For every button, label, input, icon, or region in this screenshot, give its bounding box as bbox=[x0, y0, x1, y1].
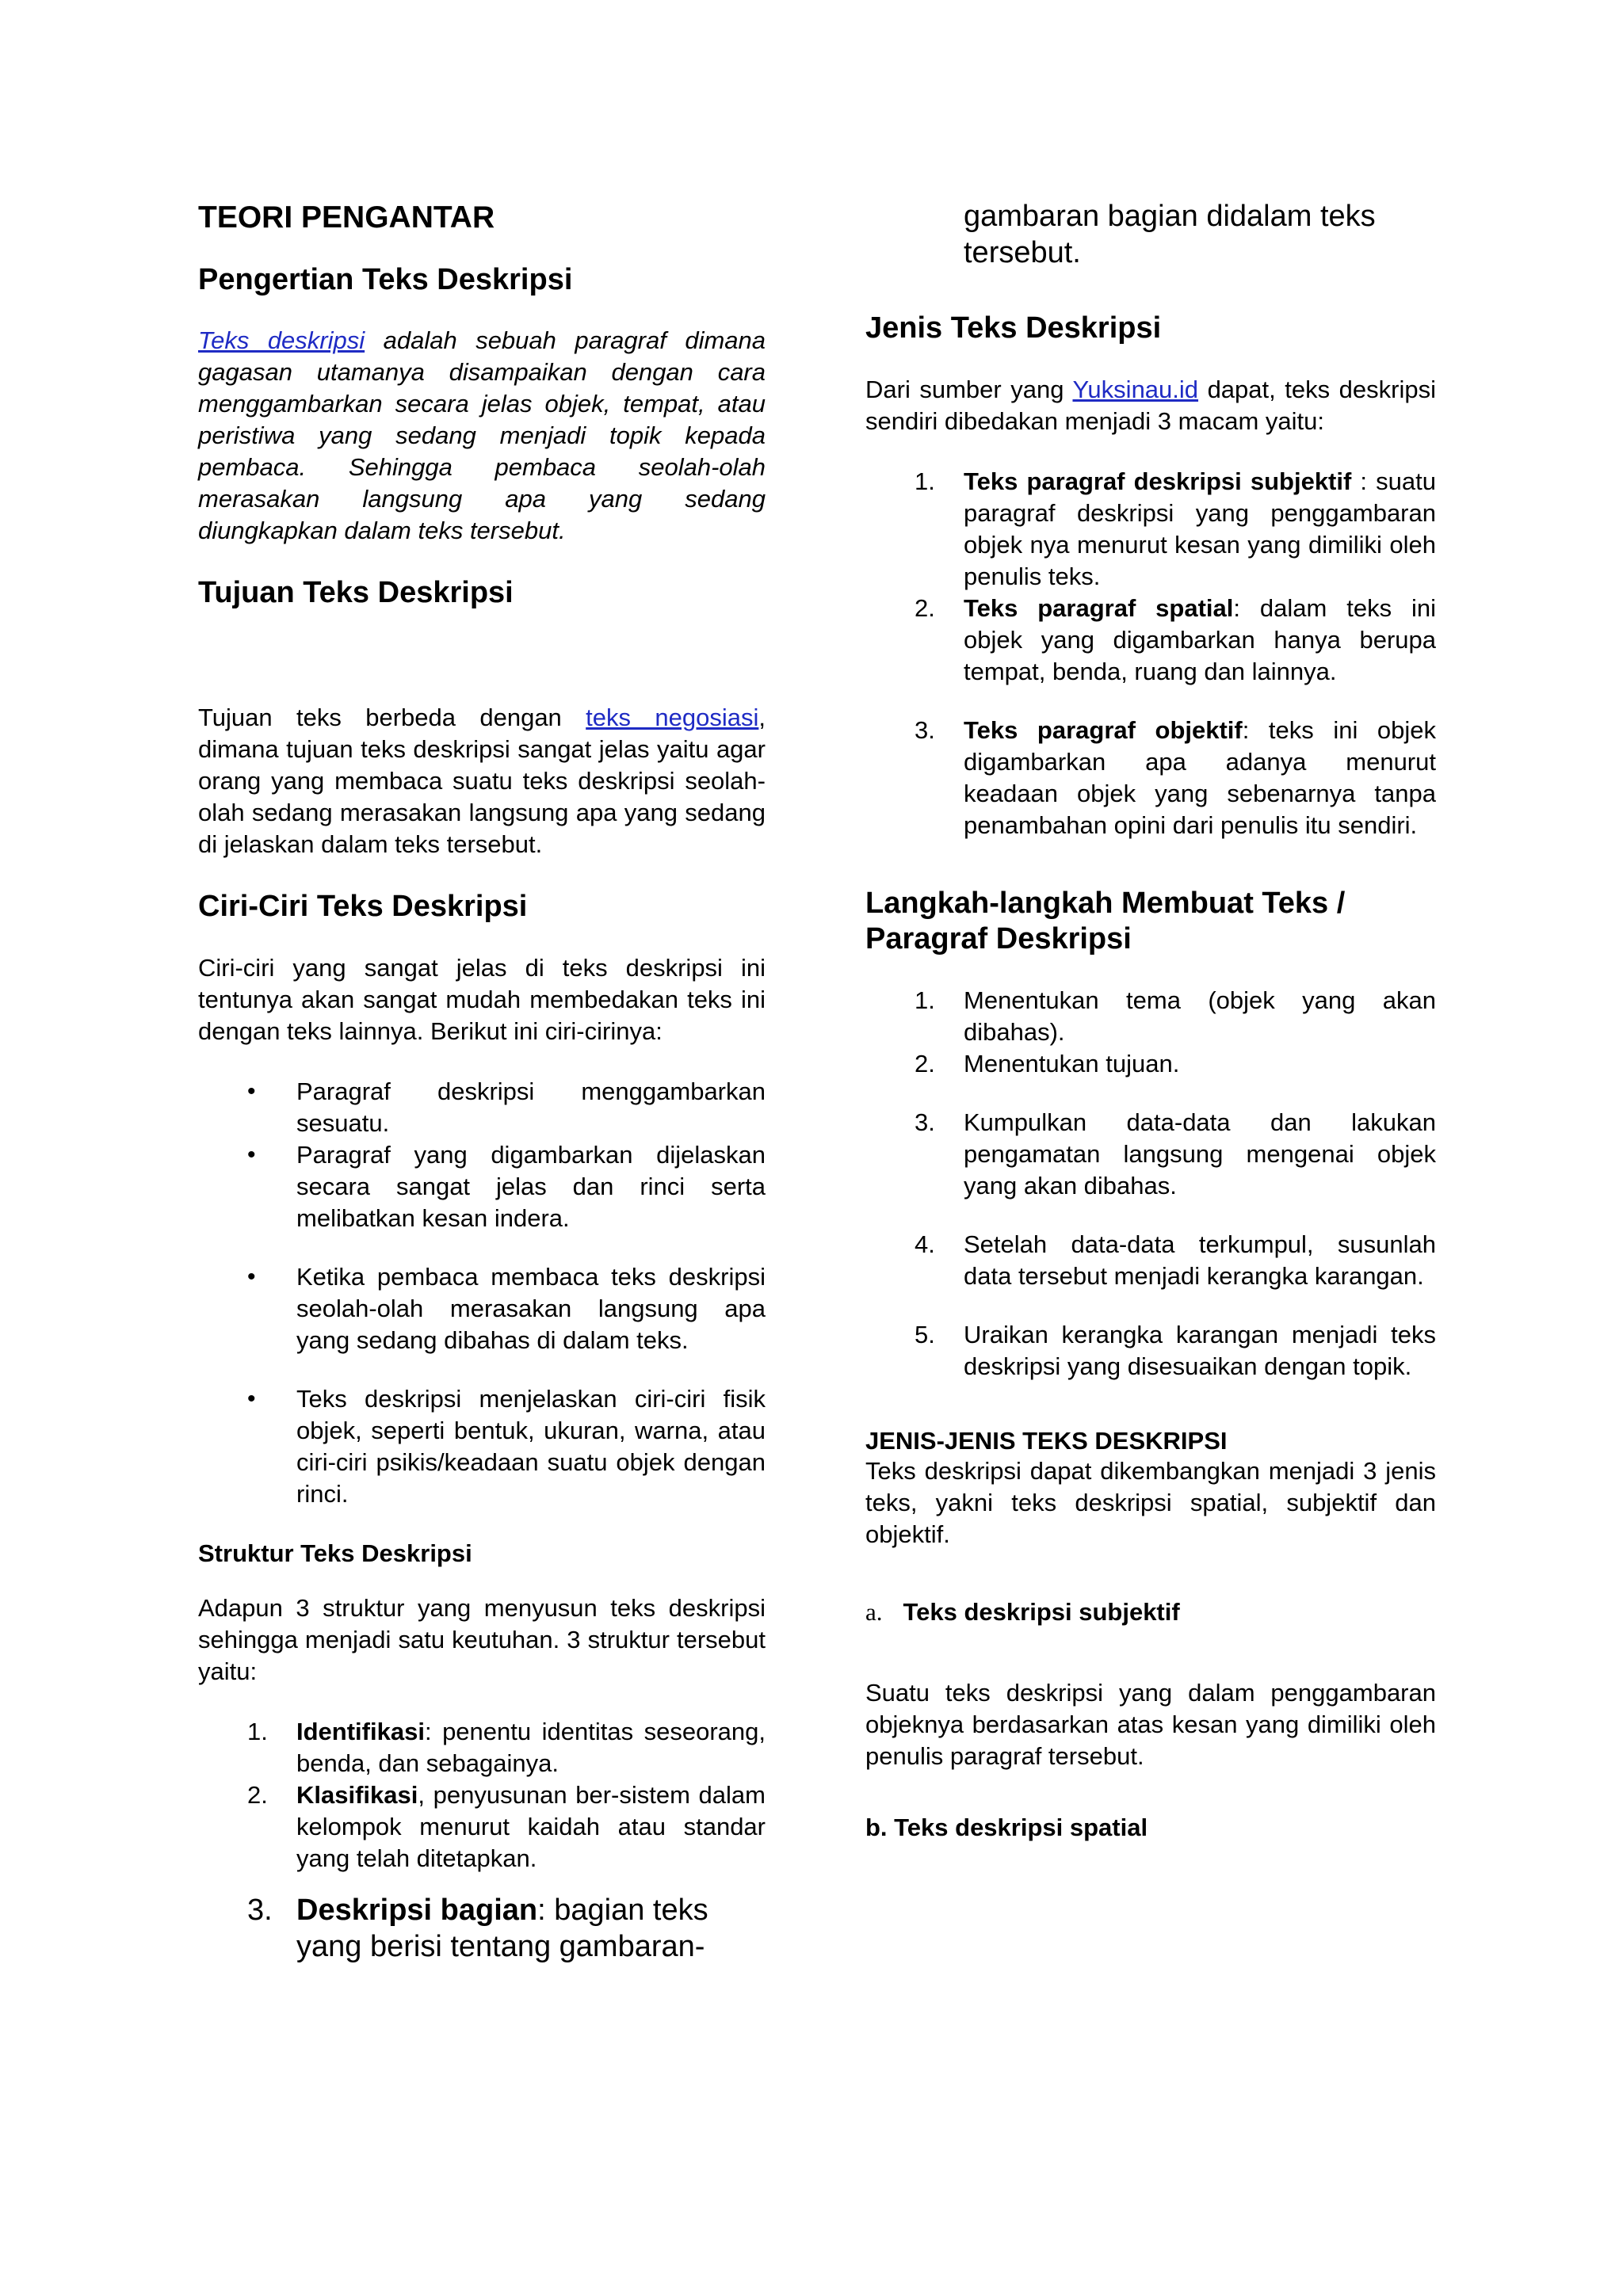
right-column bbox=[865, 198, 1436, 1877]
list-item-text: Paragraf deskripsi menggambarkan sesuatu. bbox=[296, 1077, 766, 1137]
list-number: 5. bbox=[915, 1320, 935, 1348]
list-item bbox=[198, 1076, 766, 1139]
list-text: Menentukan tujuan. bbox=[964, 1049, 1180, 1077]
pengertian-text: adalah sebuah paragraf dimana gagasan utamanya disampaikan dengan cara menggambarkan secara jelas objek, tempat, atau peristiwa yang sedang menjadi topik kepada pembaca. Sehingga pembaca seolah-olah merasakan langsung apa yang sedang diungkapkan dalam teks tersebut. bbox=[198, 326, 766, 545]
page-title: TEORI PENGANTAR bbox=[198, 200, 495, 235]
list-term: Klasifikasi bbox=[296, 1781, 418, 1810]
list-item bbox=[865, 466, 1436, 593]
bullet: • bbox=[247, 1077, 256, 1104]
tujuan-text-2: , dimana tujuan teks deskripsi sangat jelas yaitu agar orang yang membaca suatu teks deskripsi seolah-olah sedang merasakan langsung apa yang sedang di jelaskan dalam teks tersebut. bbox=[198, 703, 766, 858]
list-number: 1. bbox=[247, 1718, 268, 1746]
jenis-text-1: Dari sumber yang bbox=[865, 375, 1073, 403]
tujuan-text-1: Tujuan teks berbeda dengan bbox=[198, 703, 586, 731]
sub-title: Teks deskripsi subjektif bbox=[903, 1597, 1180, 1626]
list-text: Kumpulkan data-data dan lakukan pengamatan langsung mengenai objek yang akan dibahas. bbox=[964, 1108, 1436, 1199]
left-column bbox=[198, 190, 766, 1993]
link-teks-deskripsi[interactable]: Teks deskripsi bbox=[198, 326, 365, 355]
list-item bbox=[865, 1048, 1436, 1080]
paragraph-tujuan bbox=[198, 702, 766, 860]
list-item bbox=[198, 1139, 766, 1234]
list-desc: : dalam teks ini objek yang digambarkan hanya berupa tempat, benda, ruang dan lainnya. bbox=[964, 593, 1436, 685]
paragraph-pengertian bbox=[198, 325, 766, 547]
list-item-text: Paragraf yang digambarkan dijelaskan secara sangat jelas dan rinci serta melibatkan kesan indera. bbox=[296, 1140, 766, 1232]
list-item bbox=[865, 1229, 1436, 1292]
list-number: 2. bbox=[915, 593, 935, 622]
list-desc: , penyusunan ber-sistem dalam kelompok menurut kaidah atau standar yang telah ditetapkan. bbox=[296, 1781, 766, 1873]
list-number: 1. bbox=[915, 986, 935, 1014]
list-number: 4. bbox=[915, 1230, 935, 1258]
list-item bbox=[865, 593, 1436, 688]
list-desc: : teks ini objek digambarkan apa adanya menurut keadaan objek yang sebenarnya tanpa penambahan opini dari penulis itu sendiri. bbox=[964, 715, 1437, 839]
list-number: 1. bbox=[915, 467, 935, 495]
paragraph-ciri-intro: Ciri-ciri yang sangat jelas di teks deskripsi ini tentunya akan sangat mudah membedakan teks ini dengan teks lainnya. Berikut ini ciri-cirinya: bbox=[198, 953, 766, 1045]
list-number: 3. bbox=[915, 1108, 935, 1136]
heading-struktur: Struktur Teks Deskripsi bbox=[198, 1539, 472, 1567]
subheading-b: b. Teks deskripsi spatial bbox=[865, 1813, 1148, 1841]
ciri-list bbox=[198, 1076, 766, 1510]
list-item bbox=[198, 1383, 766, 1510]
list-number: 3. bbox=[915, 715, 935, 744]
list-item-text: Teks deskripsi menjelaskan ciri-ciri fisik objek, seperti bentuk, ukuran, warna, atau ciri-ciri psikis/keadaan suatu objek dengan rinci. bbox=[296, 1384, 766, 1508]
link-yuksinau[interactable]: Yuksinau.id bbox=[1072, 375, 1199, 403]
list-number: 2. bbox=[915, 1049, 935, 1077]
heading-ciri-ciri: Ciri-Ciri Teks Deskripsi bbox=[198, 889, 528, 923]
list-text: Uraikan kerangka karangan menjadi teks deskripsi yang disesuaikan dengan topik. bbox=[964, 1320, 1436, 1380]
continued-text: gambaran bagian didalam teks tersebut. bbox=[964, 200, 1376, 269]
list-item bbox=[865, 1319, 1436, 1383]
list-item bbox=[865, 715, 1436, 841]
paragraph-jenis-jenis: Teks deskripsi dapat dikembangkan menjadi 3 jenis teks, yakni teks deskripsi spatial, subjektif dan objektif. bbox=[865, 1456, 1436, 1548]
heading-jenis-jenis: JENIS-JENIS TEKS DESKRIPSI bbox=[865, 1426, 1228, 1455]
heading-tujuan: Tujuan Teks Deskripsi bbox=[198, 576, 514, 610]
list-item bbox=[198, 1779, 766, 1875]
subheading-a bbox=[865, 1598, 1436, 1627]
list-term: Deskripsi bagian bbox=[296, 1894, 538, 1928]
list-desc: : penentu identitas seseorang, benda, dan sebagainya. bbox=[296, 1718, 766, 1778]
bullet: • bbox=[247, 1141, 256, 1168]
sub-letter: a. bbox=[865, 1597, 883, 1626]
list-item bbox=[198, 1261, 766, 1356]
paragraph-struktur-intro: Adapun 3 struktur yang menyusun teks deskripsi sehingga menjadi satu keutuhan. 3 struktur tersebut yaitu: bbox=[198, 1594, 766, 1686]
list-item-text: Ketika pembaca membaca teks deskripsi seolah-olah merasakan langsung apa yang sedang dibahas di dalam teks. bbox=[296, 1262, 766, 1354]
list-term: Teks paragraf objektif bbox=[964, 715, 1243, 744]
list-number: 2. bbox=[247, 1781, 268, 1810]
list-text: Menentukan tema (objek yang akan dibahas). bbox=[964, 986, 1436, 1046]
paragraph-jenis-intro bbox=[865, 374, 1436, 437]
heading-pengertian: Pengertian Teks Deskripsi bbox=[198, 262, 573, 296]
list-term: Teks paragraf deskripsi subjektif bbox=[964, 467, 1352, 495]
heading-langkah: Langkah-langkah Membuat Teks / Paragraf Deskripsi bbox=[865, 886, 1346, 956]
list-item bbox=[865, 985, 1436, 1048]
link-teks-negosiasi[interactable]: teks negosiasi bbox=[586, 703, 759, 731]
list-item bbox=[198, 1892, 766, 1965]
list-text: Setelah data-data terkumpul, susunlah data tersebut menjadi kerangka karangan. bbox=[964, 1230, 1436, 1290]
struktur-list bbox=[198, 1716, 766, 1965]
paragraph-sub-a: Suatu teks deskripsi yang dalam penggambaran objeknya berdasarkan atas kesan yang dimiliki oleh penulis paragraf tersebut. bbox=[865, 1678, 1436, 1770]
list-term: Identifikasi bbox=[296, 1718, 425, 1746]
list-item bbox=[865, 1107, 1436, 1202]
list-desc: : suatu paragraf deskripsi yang penggambaran objek nya menurut kesan yang dimiliki oleh penulis teks. bbox=[964, 467, 1436, 590]
list-number: 3. bbox=[247, 1894, 273, 1928]
list-item bbox=[198, 1716, 766, 1779]
bullet: • bbox=[247, 1385, 256, 1412]
jenis-list bbox=[865, 466, 1436, 841]
jenis-text-2: dapat, teks deskripsi sendiri dibedakan menjadi 3 macam yaitu: bbox=[865, 375, 1436, 435]
list-desc: : bagian teks yang berisi tentang gambaran- bbox=[296, 1894, 708, 1964]
langkah-list bbox=[865, 985, 1436, 1383]
bullet: • bbox=[247, 1263, 256, 1290]
list-term: Teks paragraf spatial bbox=[964, 593, 1234, 622]
heading-jenis: Jenis Teks Deskripsi bbox=[865, 311, 1162, 345]
